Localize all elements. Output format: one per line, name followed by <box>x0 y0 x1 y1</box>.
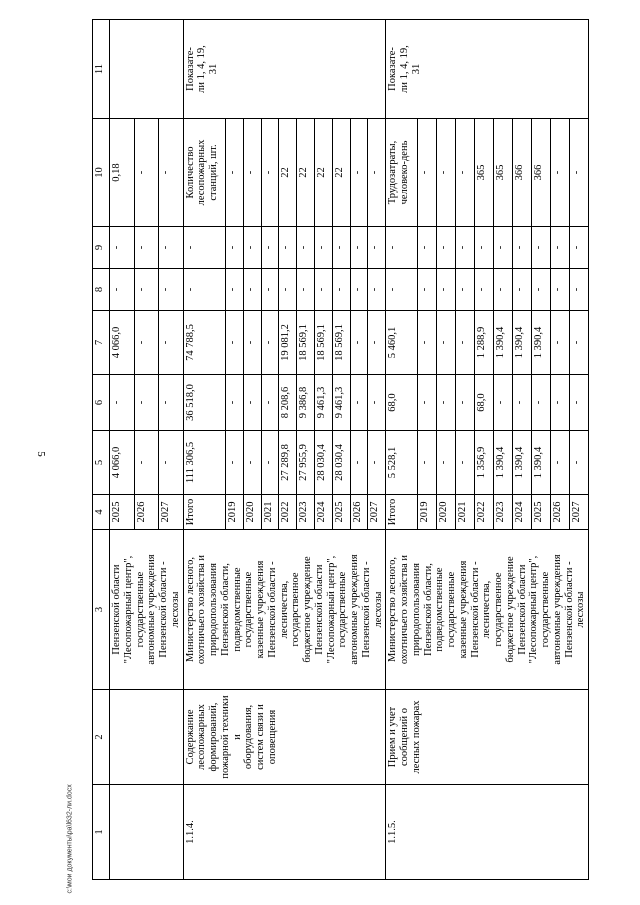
year-cell: 2019 <box>226 495 244 530</box>
local-cell: - <box>493 269 512 311</box>
regional-cell: 74 788,5 <box>183 311 226 375</box>
header-cell-9: 9 <box>93 227 110 269</box>
total-cell: - <box>159 431 184 495</box>
other-cell: - <box>386 227 418 269</box>
header-cell-2: 2 <box>93 690 110 785</box>
federal-cell: - <box>243 375 261 431</box>
indicator-cell: 365 <box>474 119 493 227</box>
other-cell: - <box>455 227 474 269</box>
federal-cell: - <box>368 375 386 431</box>
indicator-cell: - <box>350 119 368 227</box>
indicator-cell: - <box>226 119 244 227</box>
other-cell: - <box>368 227 386 269</box>
item-number <box>110 785 184 880</box>
total-cell: 4 066,0 <box>110 431 135 495</box>
item-name <box>110 690 184 785</box>
total-cell: - <box>261 431 279 495</box>
total-cell: - <box>455 431 474 495</box>
total-cell: 1 356,9 <box>474 431 493 495</box>
local-cell: - <box>243 269 261 311</box>
federal-cell: - <box>350 375 368 431</box>
year-cell: 2027 <box>159 495 184 530</box>
indicator-cell: - <box>159 119 184 227</box>
indicator-cell: 22 <box>279 119 297 227</box>
table-body <box>93 20 589 880</box>
indicator-cell: Количество лесопожарных станций, шт. <box>183 119 226 227</box>
other-cell: - <box>436 227 455 269</box>
header-cell-4: 4 <box>93 495 110 530</box>
item-number: 1.1.4. <box>183 785 386 880</box>
total-cell: 28 030,4 <box>332 431 350 495</box>
total-cell: - <box>368 431 386 495</box>
other-cell: - <box>315 227 333 269</box>
regional-cell: 1 390,4 <box>531 311 550 375</box>
header-cell-3: 3 <box>93 530 110 690</box>
total-cell: 28 030,4 <box>315 431 333 495</box>
regional-cell: 5 460,1 <box>386 311 418 375</box>
regional-cell: 1 390,4 <box>512 311 531 375</box>
indicator-cell: 22 <box>315 119 333 227</box>
regional-cell: - <box>243 311 261 375</box>
total-cell: 5 528,1 <box>386 431 418 495</box>
local-cell: - <box>226 269 244 311</box>
regional-cell: - <box>261 311 279 375</box>
local-cell: - <box>368 269 386 311</box>
year-cell: 2025 <box>110 495 135 530</box>
other-cell: - <box>493 227 512 269</box>
federal-cell: - <box>134 375 159 431</box>
indicator-cell: - <box>134 119 159 227</box>
year-cell: 2023 <box>493 495 512 530</box>
total-cell: 1 390,4 <box>531 431 550 495</box>
total-cell: - <box>550 431 569 495</box>
item-number: 1.1.5. <box>386 785 589 880</box>
year-cell: 2019 <box>417 495 436 530</box>
other-cell: - <box>350 227 368 269</box>
regional-cell: 19 081,2 <box>279 311 297 375</box>
federal-cell: 68,0 <box>474 375 493 431</box>
other-cell: - <box>110 227 135 269</box>
total-cell: 1 390,4 <box>493 431 512 495</box>
total-cell: 27 955,9 <box>297 431 315 495</box>
regional-cell: - <box>455 311 474 375</box>
executor-cell: Министерство лесного, охотничьего хозяйства и природопользования Пензенской области, подведомственные государственные казенные учреждения Пензенской области - лесничества, государственное бюджетное учреждение Пензенской области "Лесопожарный центр", государственные автономные учреждения Пензенской области - лесхозы <box>183 530 386 690</box>
year-cell: 2021 <box>261 495 279 530</box>
total-cell: - <box>436 431 455 495</box>
other-cell: - <box>332 227 350 269</box>
ref-cell: Показате- ли 1, 4, 19, 31 <box>386 20 589 119</box>
year-cell: 2027 <box>569 495 588 530</box>
header-cell-7: 7 <box>93 311 110 375</box>
indicator-cell: 0,18 <box>110 119 135 227</box>
federal-cell: - <box>550 375 569 431</box>
other-cell: - <box>531 227 550 269</box>
indicator-cell: 22 <box>297 119 315 227</box>
local-cell: - <box>261 269 279 311</box>
header-cell-5: 5 <box>93 431 110 495</box>
total-cell: - <box>350 431 368 495</box>
year-cell: 2026 <box>550 495 569 530</box>
total-cell: - <box>569 431 588 495</box>
year-cell: 2024 <box>315 495 333 530</box>
local-cell: - <box>297 269 315 311</box>
regional-cell: - <box>417 311 436 375</box>
federal-cell: - <box>261 375 279 431</box>
local-cell: - <box>350 269 368 311</box>
regional-cell: - <box>569 311 588 375</box>
other-cell: - <box>297 227 315 269</box>
measures-table <box>92 19 589 880</box>
other-cell: - <box>417 227 436 269</box>
header-cell-6: 6 <box>93 375 110 431</box>
local-cell: - <box>279 269 297 311</box>
local-cell: - <box>386 269 418 311</box>
header-cell-8: 8 <box>93 269 110 311</box>
local-cell: - <box>417 269 436 311</box>
executor-cell: Министерство лесного, охотничьего хозяйства и природопользования Пензенской области, подведомственные государственные казенные учреждения Пензенской области - лесничества, государственное бюджетное учреждение Пензенской области "Лесопожарный центр", государственные автономные учреждения Пензенской области - лесхозы <box>386 530 589 690</box>
other-cell: - <box>159 227 184 269</box>
regional-cell: 18 569,1 <box>315 311 333 375</box>
local-cell: - <box>315 269 333 311</box>
indicator-cell: - <box>550 119 569 227</box>
header-cell-1: 1 <box>93 785 110 880</box>
local-cell: - <box>110 269 135 311</box>
header-cell-10: 10 <box>93 119 110 227</box>
federal-cell: - <box>531 375 550 431</box>
year-cell: 2025 <box>531 495 550 530</box>
year-cell: 2023 <box>297 495 315 530</box>
indicator-cell: - <box>243 119 261 227</box>
local-cell: - <box>550 269 569 311</box>
indicator-cell: 366 <box>531 119 550 227</box>
local-cell: - <box>134 269 159 311</box>
year-cell: 2024 <box>512 495 531 530</box>
indicator-cell: - <box>569 119 588 227</box>
local-cell: - <box>455 269 474 311</box>
local-cell: - <box>332 269 350 311</box>
year-cell: 2026 <box>350 495 368 530</box>
m115-row <box>386 20 418 880</box>
regional-cell: - <box>159 311 184 375</box>
header-cell-11: 11 <box>93 20 110 119</box>
indicator-cell: - <box>261 119 279 227</box>
federal-cell: 9 461,3 <box>332 375 350 431</box>
indicator-cell: - <box>455 119 474 227</box>
total-cell: 1 390,4 <box>512 431 531 495</box>
file-path-footer: c:\мои документы\ра\l632-ли.docx <box>66 784 74 894</box>
federal-cell: - <box>493 375 512 431</box>
other-cell: - <box>134 227 159 269</box>
indicator-cell: Трудозатраты, человеко-день <box>386 119 418 227</box>
indicator-cell: - <box>436 119 455 227</box>
total-cell: - <box>226 431 244 495</box>
other-cell: - <box>550 227 569 269</box>
federal-cell: 36 518,0 <box>183 375 226 431</box>
other-cell: - <box>569 227 588 269</box>
header-row <box>93 20 110 880</box>
ref-cell: Показате- ли 1, 4, 19, 31 <box>183 20 386 119</box>
regional-cell: 1 390,4 <box>493 311 512 375</box>
regional-cell: - <box>350 311 368 375</box>
year-cell: 2022 <box>474 495 493 530</box>
year-cell: Итого <box>183 495 226 530</box>
local-cell: - <box>183 269 226 311</box>
regional-cell: 18 569,1 <box>332 311 350 375</box>
federal-cell: - <box>417 375 436 431</box>
local-cell: - <box>436 269 455 311</box>
federal-cell: - <box>436 375 455 431</box>
indicator-cell: - <box>417 119 436 227</box>
indicator-cell: 365 <box>493 119 512 227</box>
year-cell: 2020 <box>436 495 455 530</box>
local-cell: - <box>474 269 493 311</box>
m114-row <box>183 20 226 880</box>
executor-cell: Пензенской области "Лесопожарный центр", государственные автономные учреждения Пензенской области - лесхозы <box>110 530 184 690</box>
regional-cell: - <box>550 311 569 375</box>
year-cell: 2027 <box>368 495 386 530</box>
local-cell: - <box>159 269 184 311</box>
local-cell: - <box>512 269 531 311</box>
ref-cell <box>110 20 184 119</box>
other-cell: - <box>261 227 279 269</box>
total-cell: 111 306,5 <box>183 431 226 495</box>
regional-cell: - <box>368 311 386 375</box>
federal-cell: 8 208,6 <box>279 375 297 431</box>
regional-cell: - <box>226 311 244 375</box>
total-cell: - <box>134 431 159 495</box>
indicator-cell: - <box>368 119 386 227</box>
federal-cell: - <box>512 375 531 431</box>
total-cell: - <box>243 431 261 495</box>
federal-cell: - <box>110 375 135 431</box>
local-cell: - <box>531 269 550 311</box>
cont-row <box>110 20 135 880</box>
indicator-cell: 22 <box>332 119 350 227</box>
rotated-table-area <box>92 20 612 880</box>
federal-cell: - <box>569 375 588 431</box>
federal-cell: 68,0 <box>386 375 418 431</box>
year-cell: 2026 <box>134 495 159 530</box>
other-cell: - <box>512 227 531 269</box>
other-cell: - <box>243 227 261 269</box>
regional-cell: - <box>134 311 159 375</box>
regional-cell: - <box>436 311 455 375</box>
federal-cell: 9 461,3 <box>315 375 333 431</box>
indicator-cell: 366 <box>512 119 531 227</box>
total-cell: - <box>417 431 436 495</box>
other-cell: - <box>474 227 493 269</box>
other-cell: - <box>183 227 226 269</box>
regional-cell: 18 569,1 <box>297 311 315 375</box>
federal-cell: - <box>159 375 184 431</box>
regional-cell: 1 288,9 <box>474 311 493 375</box>
year-cell: Итого <box>386 495 418 530</box>
page-number: 5 <box>35 451 47 457</box>
local-cell: - <box>569 269 588 311</box>
federal-cell: - <box>455 375 474 431</box>
item-name: Прием и учет сообщений о лесных пожарах <box>386 690 589 785</box>
other-cell: - <box>226 227 244 269</box>
other-cell: - <box>279 227 297 269</box>
year-cell: 2025 <box>332 495 350 530</box>
year-cell: 2021 <box>455 495 474 530</box>
regional-cell: 4 066,0 <box>110 311 135 375</box>
total-cell: 27 289,8 <box>279 431 297 495</box>
federal-cell: 9 386,8 <box>297 375 315 431</box>
item-name: Содержание лесопожарных формирований, пожарной техники и оборудования, систем связи и оповещения <box>183 690 386 785</box>
year-cell: 2022 <box>279 495 297 530</box>
year-cell: 2020 <box>243 495 261 530</box>
federal-cell: - <box>226 375 244 431</box>
